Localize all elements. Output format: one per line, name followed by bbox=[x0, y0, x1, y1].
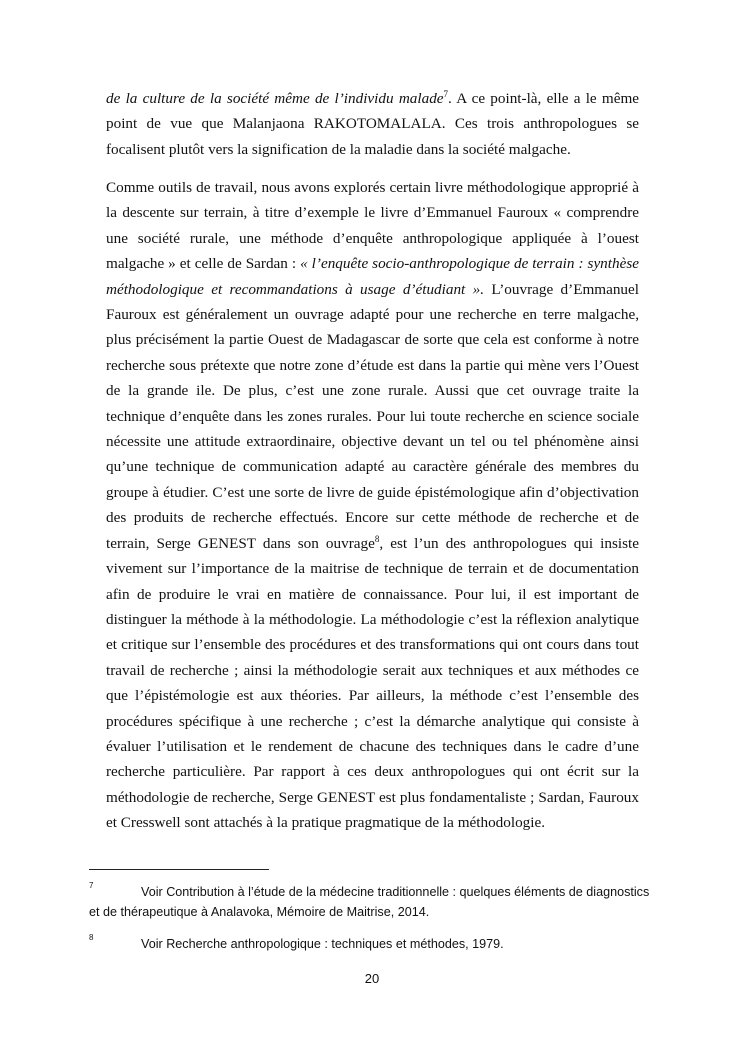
footnote-7 bbox=[89, 882, 654, 922]
footnote-separator bbox=[89, 869, 269, 870]
paragraph-2-text-c: , est l’un des anthropologues qui insiste vivement sur l’importance de la maitrise de technique de terrain et de documentation afin de produire le vrai en matière de connaissance. Pour lui, il est important de distinguer la méthode à la méthodologie. La méthodologie c’est la réflexion analytique et critique sur l’ensemble des procédures et des transformations qui ont cours dans tout travail de recherche ; ainsi la méthodologie serait aux techniques et aux méthodes ce que l’épistémologie est aux théories. Par ailleurs, la méthode c’est l’ensemble des procédures spécifique à une recherche ; c’est la démarche analytique qui consiste à évaluer l’utilisation et le rendement de chacune des techniques dans le cadre d’une recherche particulière. Par rapport à ces deux anthropologues qui ont écrit sur la méthodologie de recherche, Serge GENEST est plus fondamentaliste ; Sardan, Fauroux et Cresswell sont attachés à la pratique pragmatique de la méthodologie. bbox=[106, 534, 639, 832]
footnote-text: Contribution à l’étude de la médecine traditionnelle : quelques éléments de diagnostics et de thérapeutique à Analavoka, Mémoire de Maitrise, 2014. bbox=[89, 885, 650, 919]
footnote-mark: 8 bbox=[89, 933, 94, 942]
footnote-text: Recherche anthropologique : techniques et méthodes, 1979. bbox=[162, 937, 504, 951]
page-number: 20 bbox=[364, 971, 380, 986]
italic-book-title: « l’enquête socio-anthropologique de terrain : synthèse méthodologique et recommandations à usage d’étudiant ». bbox=[106, 255, 639, 298]
paragraph-1-text: . A ce point-là, elle a le même point de vue que Malanjaona RAKOTOMALALA. Ces trois anthropologues se focalisent plutôt vers la signification de la maladie dans la société malgache. bbox=[106, 90, 639, 158]
paragraph-2 bbox=[106, 175, 639, 836]
footnote-ref-8[interactable]: 8 bbox=[374, 533, 380, 544]
paragraph-2-text-a: Comme outils de travail, nous avons explorés certain livre méthodologique approprié à la descente sur terrain, à titre d’exemple le livre d’Emmanuel Fauroux « comprendre une société rurale, une méthode d’enquête anthropologique appliquée à l’ouest malgache » et celle de Sardan : bbox=[106, 179, 639, 273]
italic-quote: de la culture de la société même de l’individu malade bbox=[106, 90, 444, 107]
paragraph-1 bbox=[106, 86, 639, 162]
footnote-mark: 7 bbox=[89, 881, 94, 890]
paragraph-2-text-b: L’ouvrage d’Emmanuel Fauroux est généralement un ouvrage adapté pour une recherche en terre malgache, plus précisément la partie Ouest de Madagascar de sorte que cela est conforme à notre recherche sous prétexte que notre zone d’étude est dans la partie qui mène vers l’Ouest de la grande ile. De plus, c’est une zone rurale. Aussi que cet ouvrage traite la technique d’enquête dans les zones rurales. Pour lui toute recherche en science sociale nécessite une attitude extraordinaire, objective devant un tel ou tel phénomène ainsi qu’une technique de communication adapté au caractère générale des membres du groupe à étudier. C’est une sorte de livre de guide épistémologique afin d’objectivation des produits de recherche effectués. Encore sur cette méthode de recherche et de terrain, Serge GENEST dans son ouvrage bbox=[106, 280, 639, 552]
footnote-8 bbox=[89, 934, 654, 954]
footnote-ref-7[interactable]: 7 bbox=[443, 88, 449, 99]
footnote-first-word: Voir bbox=[141, 885, 163, 899]
footnote-first-word: Voir bbox=[141, 937, 163, 951]
